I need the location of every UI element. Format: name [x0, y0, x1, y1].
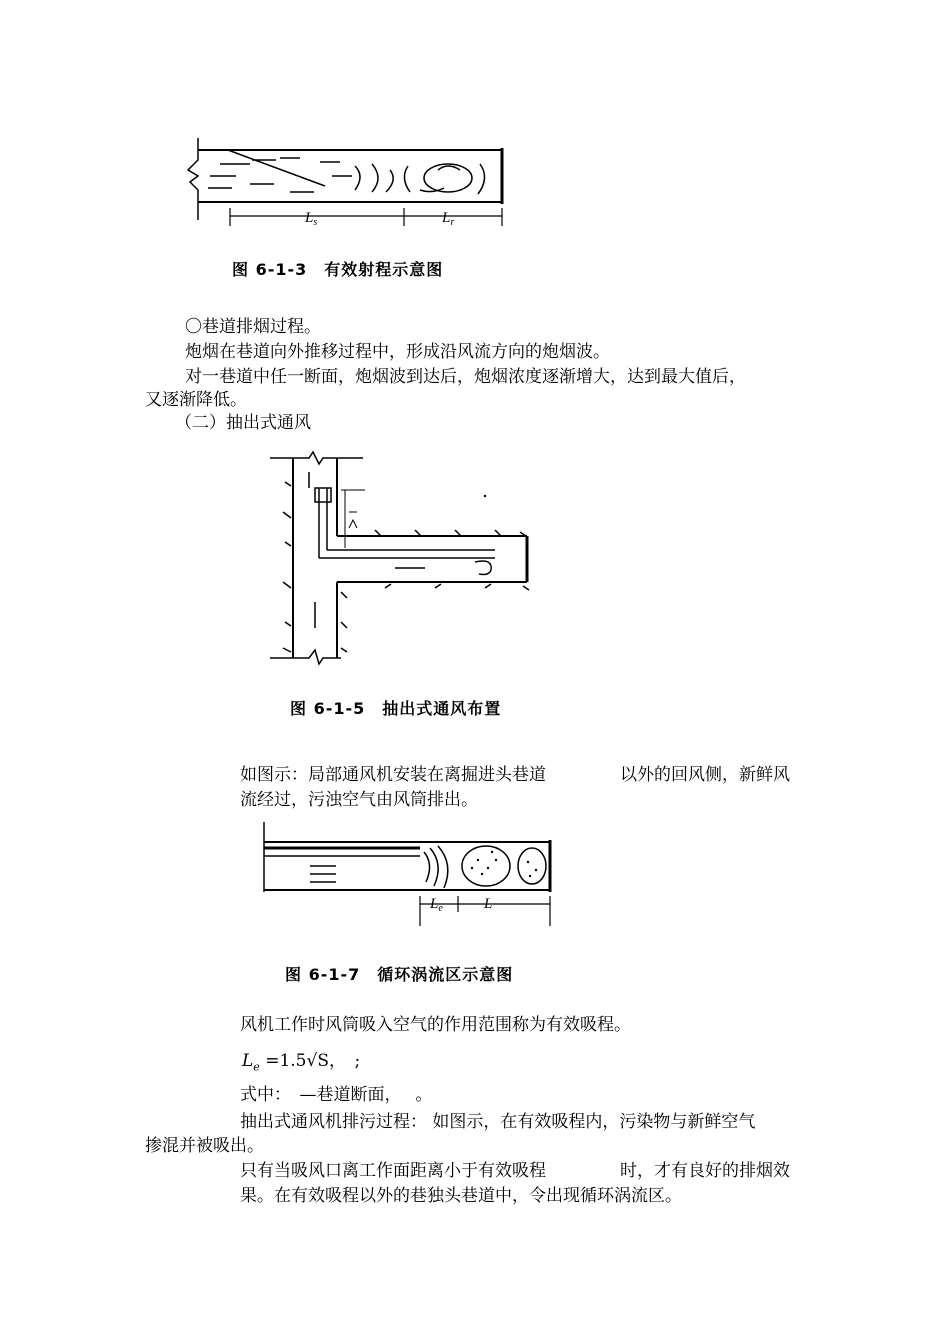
paragraph-good-exhaust-1b: 时，才有良好的排烟效: [620, 1161, 790, 1181]
paragraph-concentration-1: 对一巷道中任一断面，炮烟波到达后，炮烟浓度逐渐增大，达到最大值后，: [185, 367, 746, 387]
paragraph-exhaust-process-1: 抽出式通风机排污过程： 如图示，在有效吸程内，污染物与新鲜空气: [240, 1112, 756, 1132]
paragraph-formula-definition: 式中： —巷道断面， 。: [240, 1085, 433, 1105]
caption-fig-6-1-5: 图 6-1-5 抽出式通风布置: [290, 699, 502, 718]
label-ls: $L_s$: [305, 210, 318, 228]
caption-fig-6-1-3: 图 6-1-3 有效射程示意图: [232, 260, 444, 279]
label-l: L: [484, 896, 493, 912]
paragraph-fan-location-1b: 以外的回风侧，新鲜风: [620, 765, 790, 785]
label-le: $L_e$: [430, 896, 443, 914]
figure-exhaust-ventilation-layout: [265, 452, 545, 667]
formula-effective-suction-range: $L_e =1.5√S$， ;: [242, 1051, 361, 1074]
section-heading-exhaust-ventilation: （二）抽出式通风: [175, 413, 311, 433]
paragraph-good-exhaust-2: 果。在有效吸程以外的巷独头巷道中，令出现循环涡流区。: [240, 1186, 682, 1206]
paragraph-effective-suction-range: 风机工作时风筒吸入空气的作用范围称为有效吸程。: [240, 1015, 631, 1035]
paragraph-exhaust-process-2: 掺混并被吸出。: [145, 1136, 264, 1156]
figure-effective-range-diagram: [180, 130, 520, 240]
caption-fig-6-1-7: 图 6-1-7 循环涡流区示意图: [285, 965, 514, 984]
paragraph-smoke-wave: 炮烟在巷道向外推移过程中，形成沿风流方向的炮烟波。: [185, 342, 610, 362]
figure-circulating-vortex-zone: [258, 822, 558, 932]
paragraph-fan-location-1a: 如图示：局部通风机安装在离掘进头巷道: [240, 765, 546, 785]
paragraph-good-exhaust-1a: 只有当吸风口离工作面距离小于有效吸程: [240, 1161, 546, 1181]
paragraph-smoke-process: 〇巷道排烟过程。: [185, 317, 321, 337]
label-lr: $L_r$: [442, 210, 455, 228]
paragraph-fan-location-2: 流经过，污浊空气由风筒排出。: [240, 790, 478, 810]
paragraph-concentration-2: 又逐渐降低。: [145, 390, 247, 410]
